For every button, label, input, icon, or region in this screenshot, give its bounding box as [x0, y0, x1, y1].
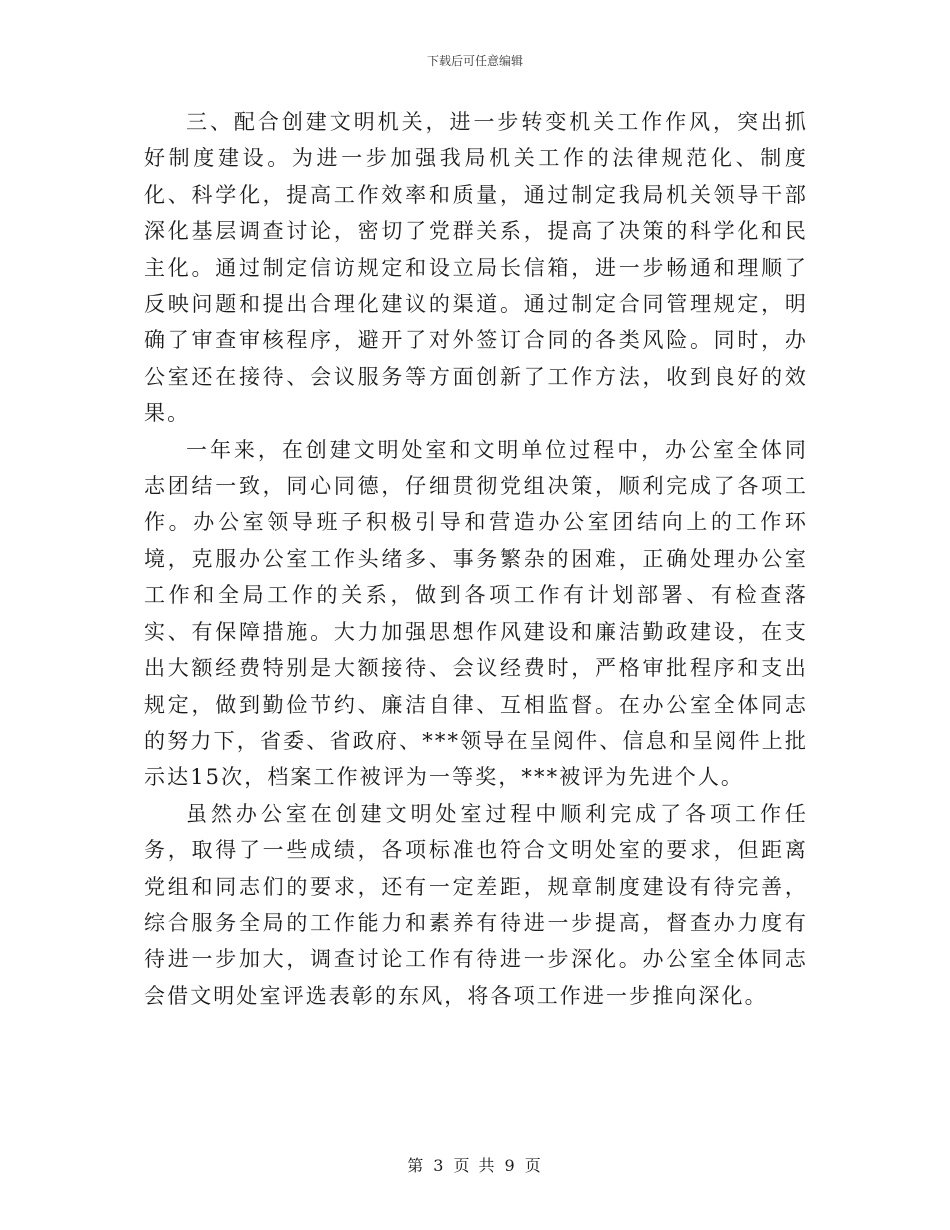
current-page-number: 3	[433, 1156, 446, 1175]
footer-suffix: 页	[524, 1156, 543, 1175]
header-note: 下载后可任意编辑	[426, 54, 523, 68]
page-footer	[0, 1153, 950, 1176]
paragraph-2: 一年来，在创建文明处室和文明单位过程中，办公室全体同志团结一致，同心同德，仔细贯彻党组决策，顺利完成了各项工作。办公室领导班子积极引导和营造办公室团结向上的工作环境，克服办公室工作头绪多、事务繁杂的困难，正确处理办公室工作和全局工作的关系，做到各项工作有计划部署、有检查落实、有保障措施。大力加强思想作风建设和廉洁勤政建设，在支出大额经费特别是大额接待、会议经费时，严格审批程序和支出规定，做到勤俭节约、廉洁自律、互相监督。在办公室全体同志的努力下，省委、省政府、***领导在呈阅件、信息和呈阅件上批示达15次，档案工作被评为一等奖，***被评为先进个人。	[144, 437, 808, 790]
paragraph-1: 三、配合创建文明机关，进一步转变机关工作作风，突出抓好制度建设。为进一步加强我局机关工作的法律规范化、制度化、科学化，提高工作效率和质量，通过制定我局机关领导干部深化基层调查讨论，密切了党群关系，提高了决策的科学化和民主化。通过制定信访规定和设立局长信箱，进一步畅通和理顺了反映问题和提出合理化建议的渠道。通过制定合同管理规定，明确了审查审核程序，避开了对外签订合同的各类风险。同时，办公室还在接待、会议服务等方面创新了工作方法，收到良好的效果。	[144, 110, 808, 426]
total-pages-number: 9	[504, 1156, 517, 1175]
paragraph-3: 虽然办公室在创建文明处室过程中顺利完成了各项工作任务，取得了一些成绩，各项标准也符合文明处室的要求，但距离党组和同志们的要求，还有一定差距，规章制度建设有待完善，综合服务全局的工作能力和素养有待进一步提高，督查办力度有待进一步加大，调查讨论工作有待进一步深化。办公室全体同志会借文明处室评选表彰的东风，将各项工作进一步推向深化。	[144, 801, 808, 1008]
footer-middle: 页 共	[453, 1156, 497, 1175]
footer-prefix: 第	[407, 1156, 426, 1175]
document-body	[144, 104, 808, 1014]
